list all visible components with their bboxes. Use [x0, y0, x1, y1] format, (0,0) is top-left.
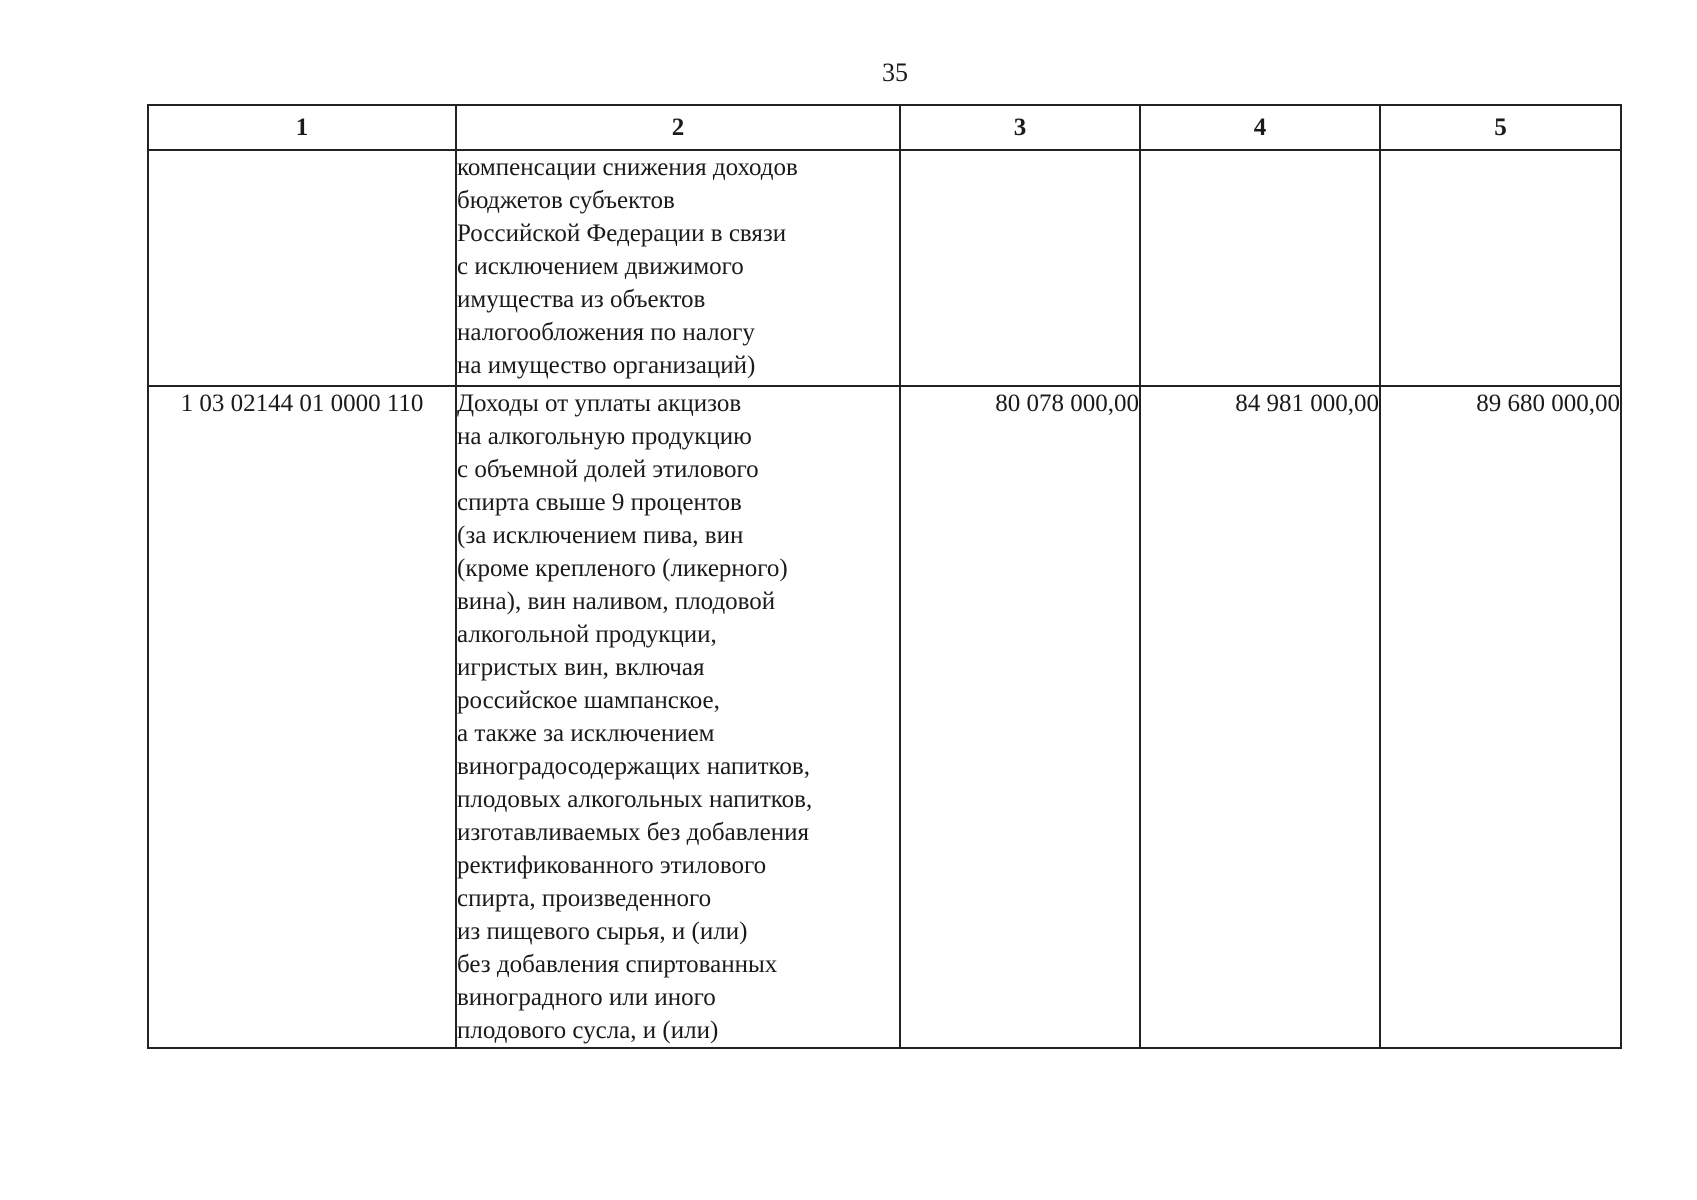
amount-cell-col5 — [1380, 386, 1621, 1048]
amount-cell-col3 — [900, 150, 1140, 386]
description-line: компенсации снижения доходов — [457, 154, 798, 181]
revenue-description-cell — [456, 386, 900, 1048]
amount-cell-col4 — [1140, 386, 1380, 1048]
column-header-4: 4 — [1140, 105, 1380, 150]
amount-value-col4: 84 981 000,00 — [1235, 390, 1379, 417]
column-header-5: 5 — [1380, 105, 1621, 150]
amount-cell-col4 — [1140, 150, 1380, 386]
table-header-row — [148, 105, 1621, 150]
description-line: изготавливаемых без добавления — [457, 819, 810, 846]
description-line: плодового сусла, и (или) — [457, 1017, 719, 1044]
description-line: Российской Федерации в связи — [457, 220, 787, 247]
description-line: (кроме крепленого (ликерного) — [457, 555, 788, 582]
description-line: (за исключением пива, вин — [457, 522, 744, 549]
table-row-excise-alcohol — [148, 386, 1621, 1048]
description-line: с исключением движимого — [457, 253, 744, 280]
description-line: спирта свыше 9 процентов — [457, 489, 742, 516]
amount-value-col3: 80 078 000,00 — [995, 390, 1139, 417]
description-line: без добавления спиртованных — [457, 951, 778, 978]
amount-cell-col5 — [1380, 150, 1621, 386]
table-row-continuation — [148, 150, 1621, 386]
budget-revenue-table — [147, 104, 1622, 1049]
description-line: налогообложения по налогу — [457, 319, 755, 346]
description-line: вина), вин наливом, плодовой — [457, 588, 776, 615]
description-line: виноградного или иного — [457, 984, 716, 1011]
column-header-3: 3 — [900, 105, 1140, 150]
description-line: а также за исключением — [457, 720, 715, 747]
amount-value-col5: 89 680 000,00 — [1476, 390, 1620, 417]
description-line: алкогольной продукции, — [457, 621, 717, 648]
description-line: из пищевого сырья, и (или) — [457, 918, 748, 945]
column-header-2: 2 — [456, 105, 900, 150]
description-line: имущества из объектов — [457, 286, 706, 313]
description-line: игристых вин, включая — [457, 654, 705, 681]
revenue-description-cell — [456, 150, 900, 386]
description-line: на алкогольную продукцию — [457, 423, 752, 450]
description-line: виноградосодержащих напитков, — [457, 753, 810, 780]
column-header-1: 1 — [148, 105, 456, 150]
description-line: спирта, произведенного — [457, 885, 712, 912]
description-line: российское шампанское, — [457, 687, 720, 714]
page-number: 35 — [882, 58, 908, 87]
revenue-code-cell — [148, 386, 456, 1048]
description-line: бюджетов субъектов — [457, 187, 675, 214]
description-line: Доходы от уплаты акцизов — [457, 390, 742, 417]
description-line: на имущество организаций) — [457, 352, 756, 379]
revenue-code: 1 03 02144 01 0000 110 — [180, 390, 424, 417]
description-line: с объемной долей этилового — [457, 456, 759, 483]
revenue-code-cell — [148, 150, 456, 386]
amount-cell-col3 — [900, 386, 1140, 1048]
description-line: плодовых алкогольных напитков, — [457, 786, 813, 813]
description-line: ректификованного этилового — [457, 852, 767, 879]
